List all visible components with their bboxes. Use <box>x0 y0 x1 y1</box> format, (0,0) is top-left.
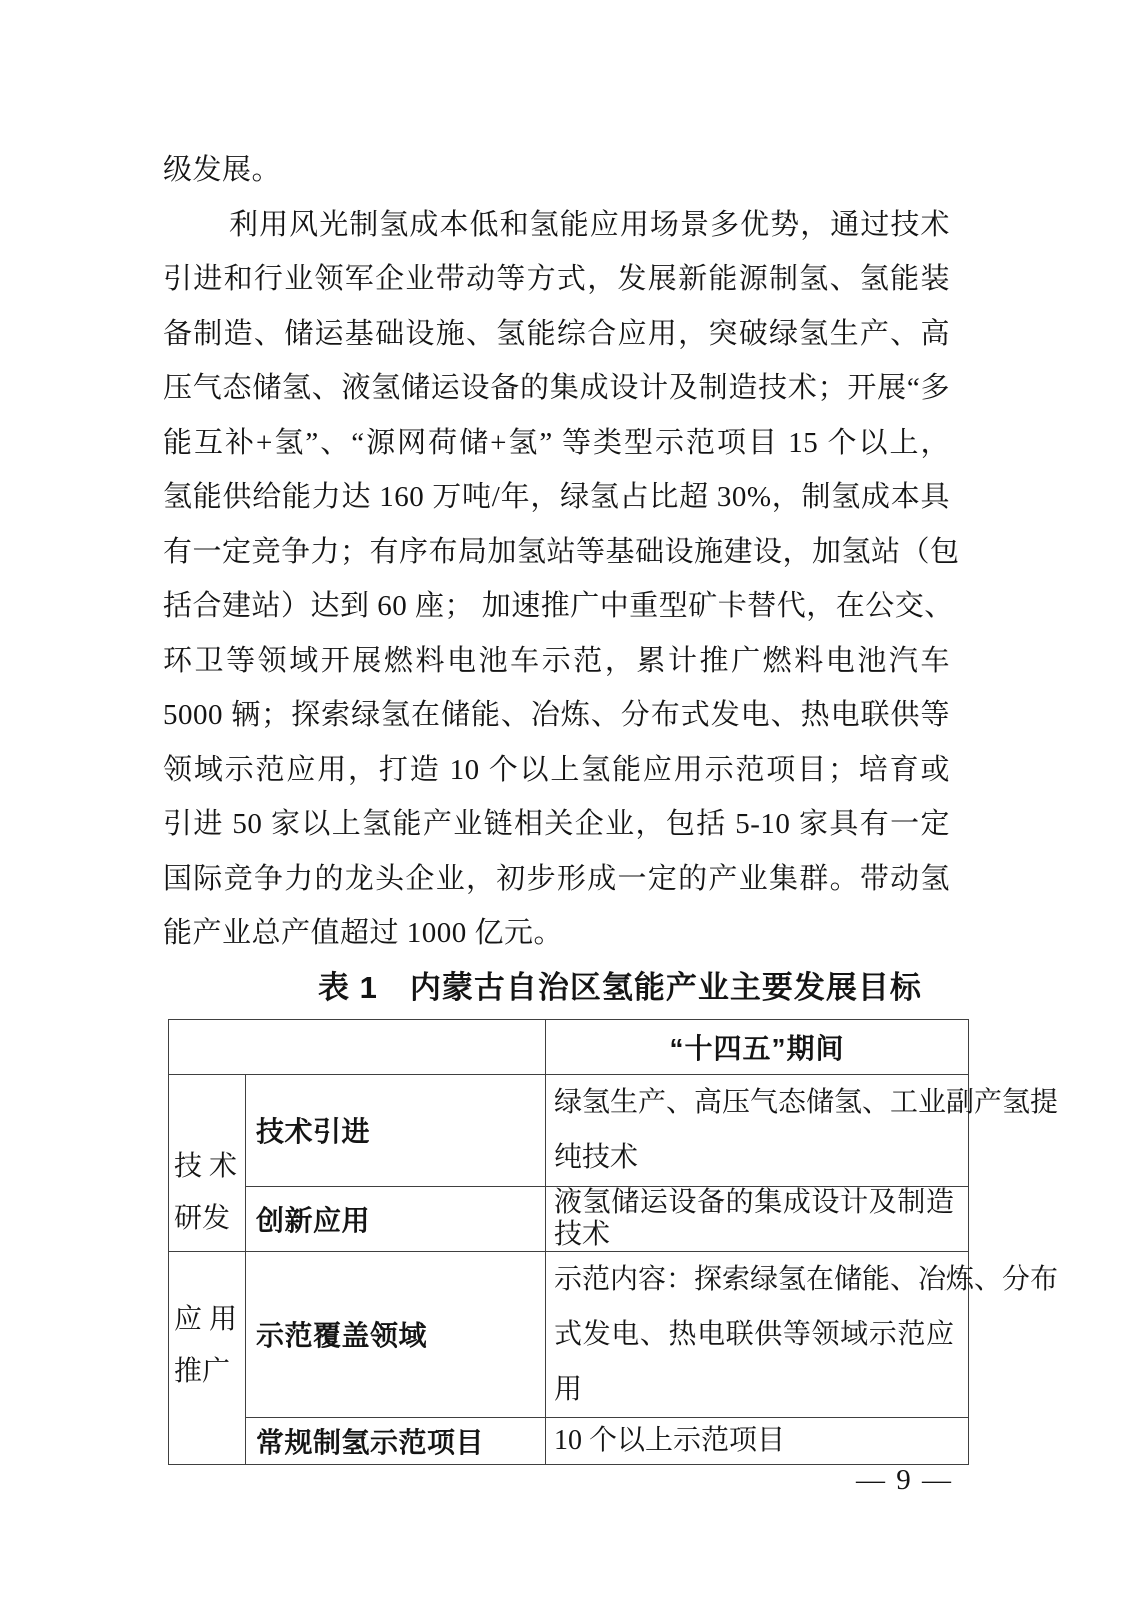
body-line: 氢能供给能力达 160 万吨/年，绿氢占比超 30%，制氢成本具 <box>163 481 950 513</box>
category-line: 技术 <box>174 1150 237 1182</box>
table-row <box>169 1074 969 1186</box>
body-line: 有一定竞争力；有序布局加氢站等基础设施建设，加氢站（包 <box>163 535 960 568</box>
category-lines <box>174 1294 237 1398</box>
body-text <box>163 143 1059 1465</box>
table-row <box>169 1417 969 1464</box>
row-label-innovation: 创新应用 <box>246 1186 546 1251</box>
category-line: 推广 <box>174 1355 231 1387</box>
body-line: 能产业总产值超过 1000 亿元。 <box>163 917 564 949</box>
row-content-conventional-demo <box>546 1417 969 1464</box>
row-label-demo-coverage: 示范覆盖领域 <box>246 1251 546 1417</box>
category-lines <box>174 1141 237 1245</box>
body-line: 利用风光制氢成本低和氢能应用场景多优势，通过技术 <box>229 208 950 241</box>
row-content-tech-import <box>546 1074 1059 1186</box>
development-goals-table <box>168 1019 1059 1465</box>
body-line: 级发展。 <box>163 154 282 186</box>
cell-line: 式发电、热电联供等领域示范应用 <box>554 1318 954 1405</box>
category-line: 研发 <box>174 1202 231 1234</box>
body-line: 5000 辆；探索绿氢在储能、冶炼、分布式发电、热电联供等 <box>163 699 950 731</box>
row-label-tech-import: 技术引进 <box>246 1074 546 1186</box>
body-line: 引进 50 家以上氢能产业链相关企业，包括 5-10 家具有一定 <box>163 808 950 840</box>
row-content-innovation <box>546 1186 969 1251</box>
body-line: 引进和行业领军企业带动等方式，发展新能源制氢、氢能装 <box>163 263 950 295</box>
body-line: 能互补+氢”、“源网荷储+氢” 等类型示范项目 15 个以上， <box>163 426 950 459</box>
table-row <box>169 1186 969 1251</box>
category-tech-rd-cell <box>169 1074 246 1251</box>
cell-line: 绿氢生产、高压气态储氢、工业副产氢提 <box>554 1087 1059 1118</box>
row-label-conventional-demo: 常规制氢示范项目 <box>246 1417 546 1464</box>
body-line: 环卫等领域开展燃料电池车示范，累计推广燃料电池汽车 <box>163 644 950 677</box>
table-title: 表 1 内蒙古自治区氢能产业主要发展目标 <box>318 969 922 1005</box>
row-content-demo-coverage <box>546 1251 1059 1417</box>
page-number: — 9 — <box>856 1464 953 1496</box>
header-period-cell: “十四五”期间 <box>546 1019 969 1074</box>
body-line: 领域示范应用，打造 10 个以上氢能应用示范项目；培育或 <box>163 753 950 786</box>
table-header-row <box>169 1019 969 1074</box>
body-line: 国际竞争力的龙头企业，初步形成一定的产业集群。带动氢 <box>163 862 950 895</box>
body-line: 备制造、储运基础设施、氢能综合应用，突破绿氢生产、高 <box>163 317 950 350</box>
table-row <box>169 1251 969 1417</box>
category-line: 应用 <box>174 1303 237 1335</box>
cell-line: 液氢储运设备的集成设计及制造技术 <box>554 1186 954 1250</box>
cell-line: 10 个以上示范项目 <box>554 1424 786 1456</box>
cell-line: 示范内容：探索绿氢在储能、冶炼、分布 <box>554 1263 1059 1295</box>
cell-line: 纯技术 <box>554 1142 639 1173</box>
header-empty-cell <box>169 1019 546 1074</box>
body-line: 压气态储氢、液氢储运设备的集成设计及制造技术；开展“多 <box>163 372 950 404</box>
category-application-cell <box>169 1251 246 1464</box>
body-line: 括合建站）达到 60 座； 加速推广中重型矿卡替代，在公交、 <box>163 590 954 622</box>
